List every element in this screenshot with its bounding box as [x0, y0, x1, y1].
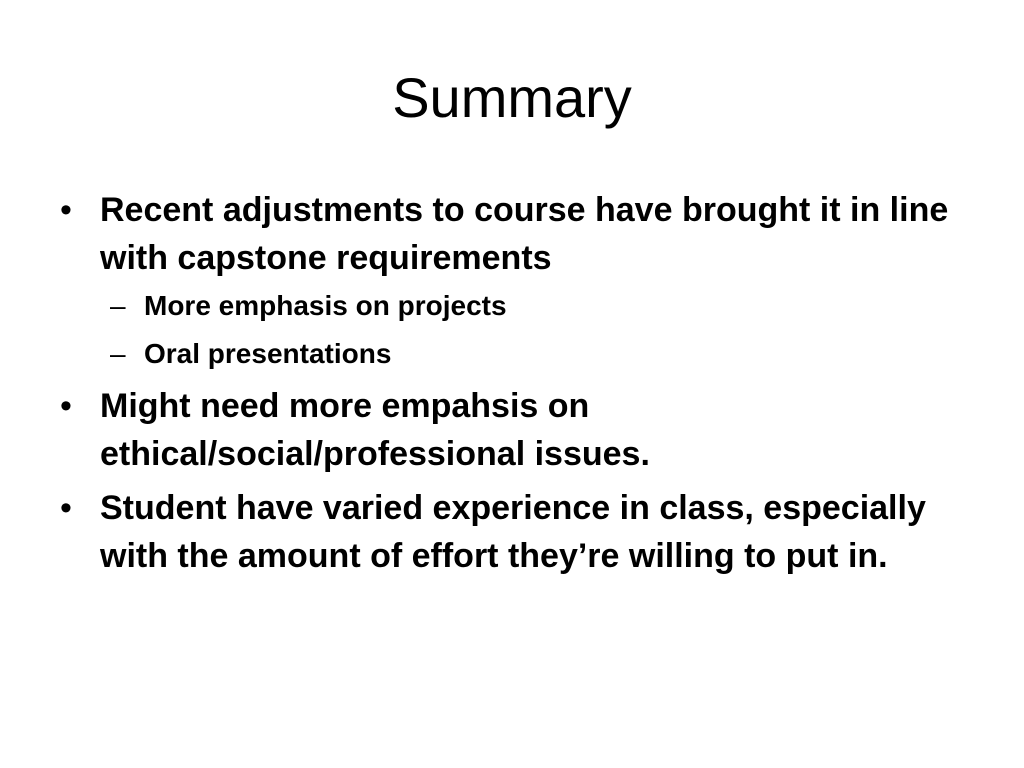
sub-bullet-item-1: [100, 286, 956, 326]
bullet-item-1: [56, 186, 956, 374]
slide-title: Summary: [392, 66, 632, 129]
bullet-marker: •: [60, 387, 72, 425]
sub-bullet-list: [100, 286, 956, 374]
bullet-list: [56, 186, 956, 586]
bullet-text: Student have varied experience in class, especially with the amount of effort they’re willing to put in.: [100, 489, 926, 575]
sub-bullet-marker: –: [110, 338, 126, 369]
sub-bullet-item-2: [100, 334, 956, 374]
sub-bullet-marker: –: [110, 290, 126, 321]
bullet-text: Might need more empahsis on ethical/social/professional issues.: [100, 387, 650, 473]
bullet-text: Recent adjustments to course have brought it in line with capstone requirements: [100, 191, 949, 277]
bullet-marker: •: [60, 489, 72, 527]
sub-bullet-text: More emphasis on projects: [144, 290, 507, 321]
bullet-item-3: [56, 484, 956, 580]
bullet-item-2: [56, 382, 956, 478]
sub-bullet-text: Oral presentations: [144, 338, 392, 369]
bullet-marker: •: [60, 191, 72, 229]
